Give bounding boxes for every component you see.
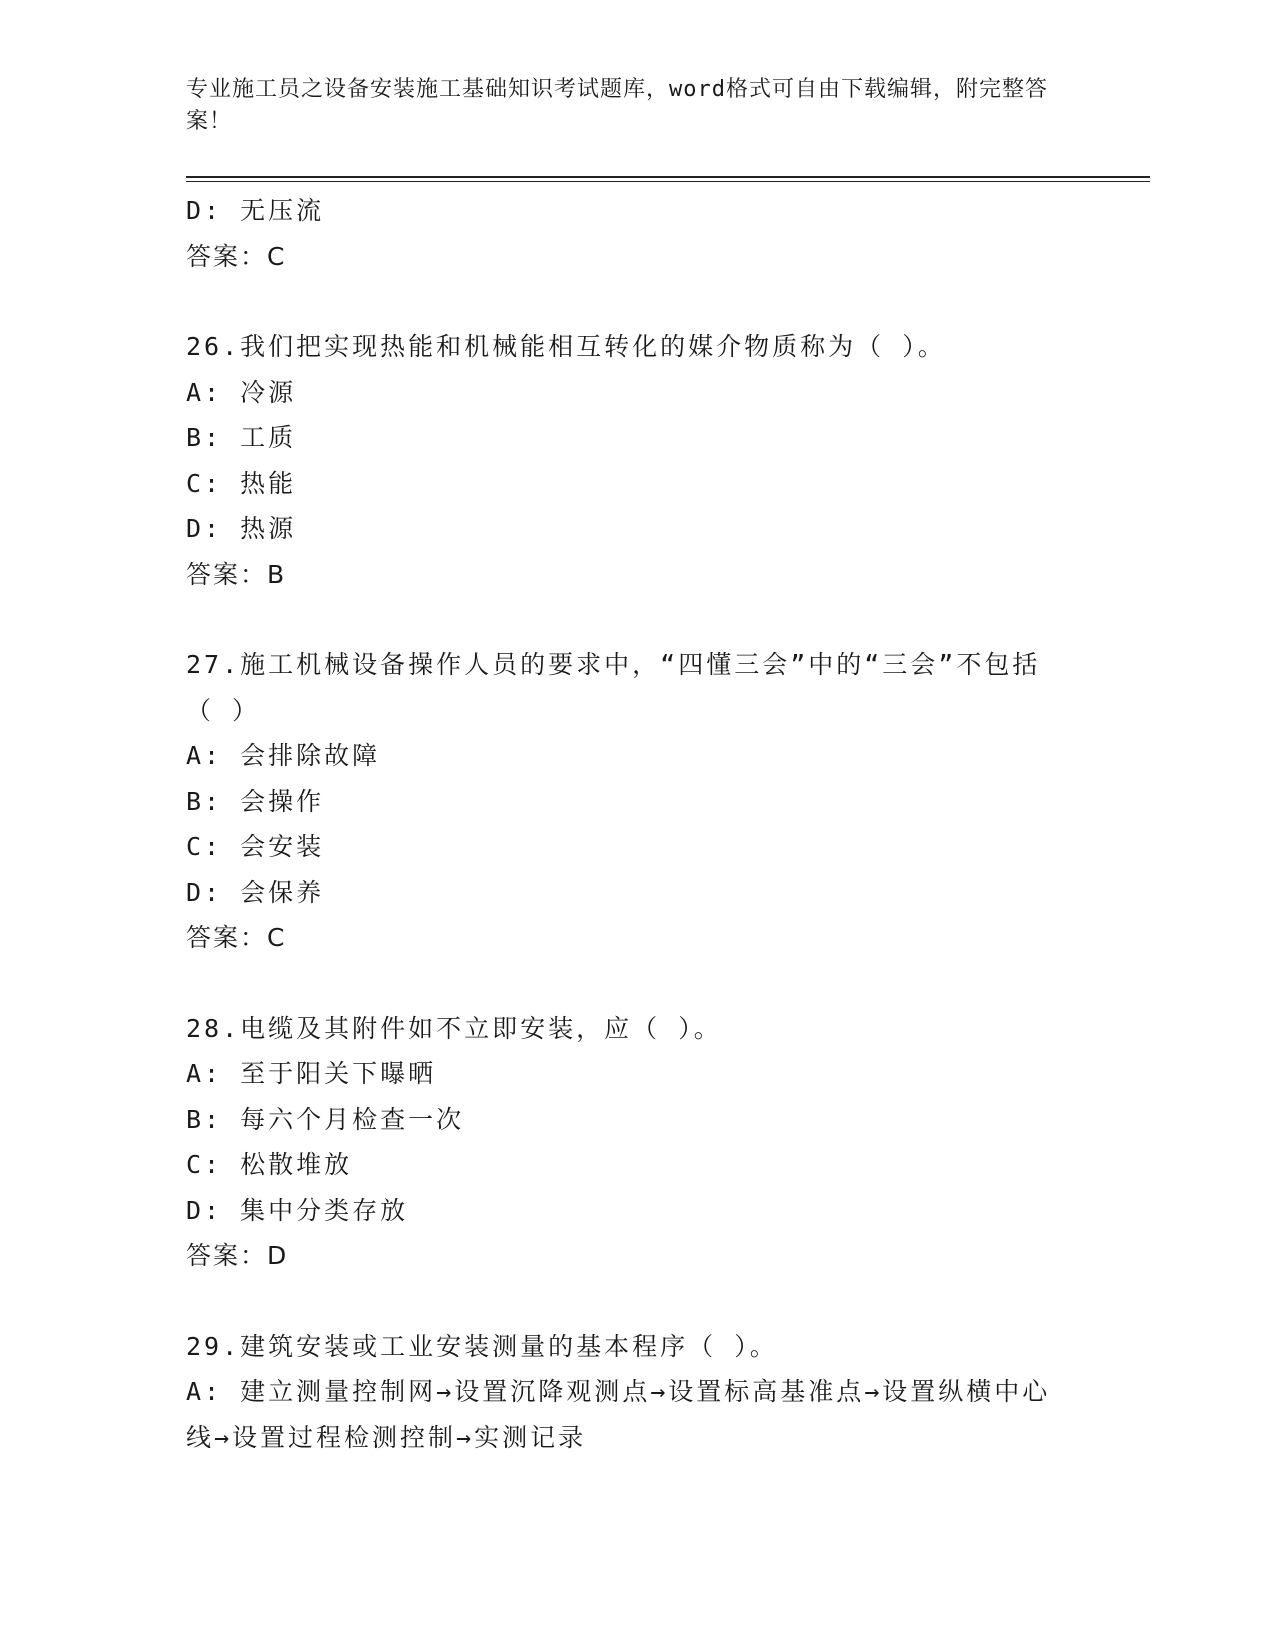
answer: 答案：B: [186, 559, 287, 589]
option-a: A: 建立测量控制网→设置沉降观测点→设置标高基准点→设置纵横中心线→设置过程检测控制→实测记录: [186, 1377, 1051, 1452]
option-d: D: 热源: [186, 514, 297, 543]
question-27: [186, 642, 1066, 961]
document-page: [186, 0, 1146, 1650]
option-b: B: 工质: [186, 423, 297, 452]
answer: 答案：C: [186, 923, 287, 952]
question-26: [186, 324, 1066, 597]
option-c: C: 松散堆放: [186, 1150, 353, 1179]
prev-answer: 答案：C: [186, 241, 287, 271]
question-list: [186, 188, 1066, 1460]
option-a: A: 冷源: [186, 377, 297, 407]
document-header: 专业施工员之设备安装施工基础知识考试题库，word格式可自由下载编辑，附完整答案！: [186, 77, 1048, 134]
spacer: [186, 1279, 1066, 1324]
spacer: [186, 597, 1066, 642]
question-text: 27.施工机械设备操作人员的要求中，“四懂三会”中的“三会”不包括（ ）: [186, 650, 1041, 725]
option-b: B: 会操作: [186, 786, 325, 816]
question-text: 26.我们把实现热能和机械能相互转化的媒介物质称为（ ）。: [186, 332, 946, 361]
option-b: B: 每六个月检查一次: [186, 1104, 465, 1134]
prev-option-d: D: 无压流: [186, 196, 325, 225]
option-a: A: 会排除故障: [186, 741, 381, 770]
question-text: 29.建筑安装或工业安装测量的基本程序（ ）。: [186, 1331, 778, 1361]
question-29: [186, 1324, 1066, 1461]
option-d: D: 会保养: [186, 877, 325, 907]
header-divider-thick: [186, 176, 1150, 178]
option-d: D: 集中分类存放: [186, 1195, 409, 1225]
option-c: C: 会安装: [186, 832, 325, 861]
header-divider-thin: [186, 181, 1150, 182]
question-text: 28.电缆及其附件如不立即安装，应（ ）。: [186, 1013, 722, 1043]
spacer: [186, 961, 1066, 1006]
answer: 答案：D: [186, 1241, 289, 1270]
option-c: C: 热能: [186, 468, 297, 498]
option-a: A: 至于阳关下曝晒: [186, 1059, 437, 1088]
question-28: [186, 1006, 1066, 1279]
spacer: [186, 279, 1066, 324]
